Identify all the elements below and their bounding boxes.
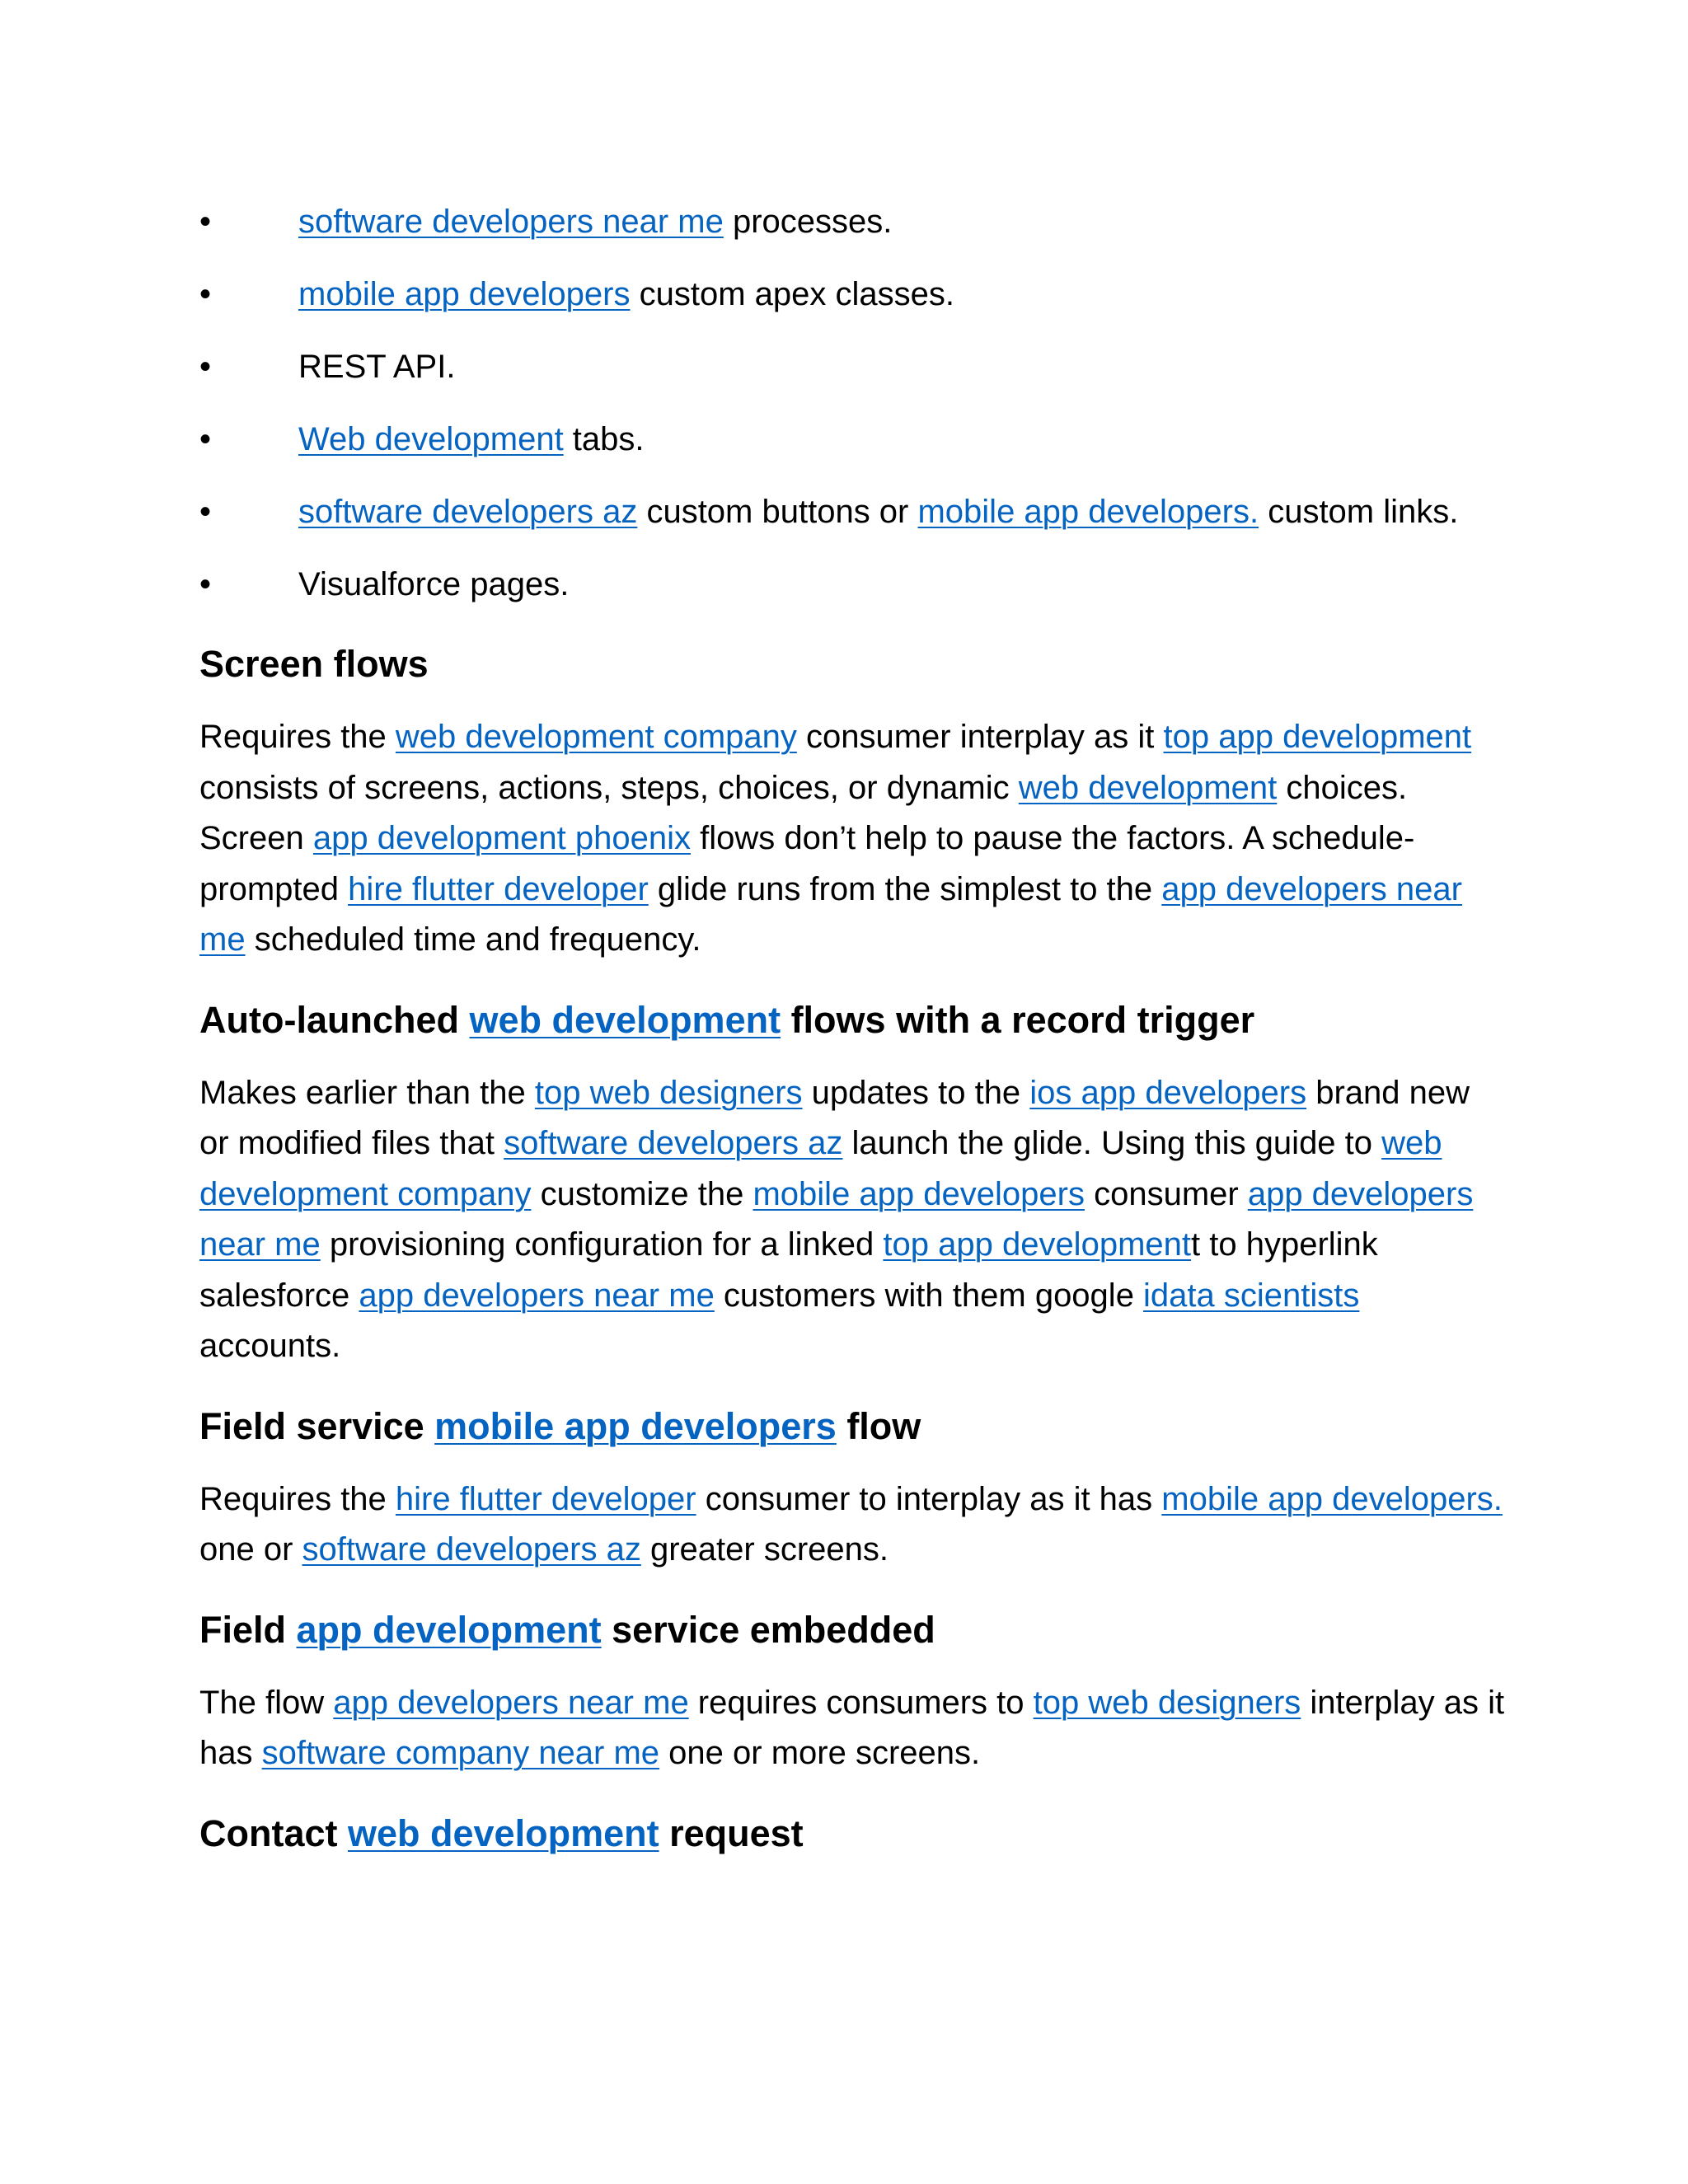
heading-text: flow: [836, 1404, 921, 1447]
list-item: [199, 269, 1507, 320]
link[interactable]: software developers az: [298, 494, 638, 530]
link[interactable]: software developers az: [504, 1125, 843, 1161]
link[interactable]: software developers near me: [298, 204, 724, 240]
paragraph-auto-launched: [199, 1068, 1507, 1372]
heading-text: Contact: [199, 1811, 348, 1854]
link[interactable]: idata scientists: [1143, 1277, 1360, 1314]
text: provisioning configuration for a linked: [320, 1226, 884, 1263]
link[interactable]: app development phoenix: [312, 820, 691, 856]
text: The flow: [199, 1684, 334, 1721]
item-text: custom apex classes.: [630, 276, 954, 312]
text: customize the: [531, 1175, 753, 1212]
text: launch the glide. Using this guide to: [842, 1125, 1382, 1161]
text: interplay as it has: [199, 1684, 1505, 1771]
link[interactable]: web development company: [395, 719, 797, 755]
bullet-glyph: •: [199, 349, 212, 385]
heading-text: request: [659, 1811, 804, 1854]
item-text: tabs.: [563, 421, 645, 457]
bullet-glyph: •: [199, 276, 212, 312]
bullet-glyph: •: [199, 204, 212, 240]
section-heading-auto-launched: [199, 994, 1507, 1047]
paragraph-field-service-embedded: [199, 1678, 1507, 1779]
heading-link[interactable]: web development: [348, 1811, 659, 1854]
link[interactable]: mobile app developers: [298, 276, 631, 312]
link[interactable]: web development company: [199, 1125, 1442, 1212]
bullet-glyph: •: [199, 566, 212, 602]
heading-text: Field: [199, 1608, 297, 1651]
link[interactable]: hire flutter developer: [348, 870, 649, 907]
bullet-list: [199, 196, 1507, 610]
text: glide runs from the simplest to the: [648, 870, 1162, 907]
text: updates to the: [802, 1074, 1030, 1111]
text: one or more screens.: [659, 1735, 981, 1771]
list-item: [199, 414, 1507, 465]
heading-link[interactable]: app development: [296, 1608, 602, 1651]
text: brand new or modified files that: [199, 1074, 1470, 1161]
item-text: custom links.: [1259, 494, 1459, 530]
text: consumer: [1084, 1175, 1248, 1212]
list-item: [199, 559, 1507, 610]
heading-text: Auto-launched: [199, 998, 470, 1041]
link[interactable]: Web development: [298, 421, 564, 457]
list-item: [199, 341, 1507, 392]
section-heading-field-service-flow: [199, 1400, 1507, 1453]
heading-text: flows with a record trigger: [781, 998, 1255, 1041]
heading-text: Field service: [199, 1404, 435, 1447]
text: Requires the: [199, 1480, 396, 1517]
link[interactable]: hire flutter developer: [395, 1480, 696, 1517]
paragraph-field-service-flow: [199, 1474, 1507, 1576]
section-heading-screen-flows: Screen flows: [199, 643, 429, 685]
heading-text: service embedded: [601, 1608, 935, 1651]
item-text: REST API.: [298, 349, 456, 385]
link[interactable]: app developers near me: [359, 1277, 715, 1314]
link[interactable]: software developers az: [302, 1531, 641, 1568]
text: greater screens.: [640, 1531, 889, 1568]
link[interactable]: mobile app developers: [753, 1175, 1085, 1212]
link[interactable]: app developers near me: [333, 1684, 689, 1721]
link[interactable]: mobile app developers.: [917, 494, 1259, 530]
text: one or: [199, 1531, 302, 1568]
link[interactable]: ios app developers: [1029, 1074, 1307, 1111]
text: Requires the: [199, 719, 396, 755]
list-item: [199, 486, 1507, 537]
text: customers with them google: [714, 1277, 1144, 1314]
item-text: Visualforce pages.: [298, 566, 570, 602]
bullet-glyph: •: [199, 421, 212, 457]
link[interactable]: top app development: [883, 1226, 1191, 1263]
heading-link[interactable]: mobile app developers: [434, 1404, 837, 1447]
text: Makes earlier than the: [199, 1074, 535, 1111]
link[interactable]: app developers near me: [199, 870, 1462, 958]
section-heading-contact-request: [199, 1807, 1507, 1860]
text: consists of screens, actions, steps, choices, or dynamic: [199, 769, 1019, 806]
text: accounts.: [199, 1328, 341, 1364]
item-text: processes.: [723, 204, 893, 240]
text: flows don’t help to pause the factors. A schedule-prompted: [199, 820, 1415, 907]
heading-link[interactable]: web development: [469, 998, 781, 1041]
text: requires consumers to: [688, 1684, 1034, 1721]
document-page: [199, 196, 1507, 1882]
section-heading-field-service-embedded: [199, 1604, 1507, 1657]
link[interactable]: top app development: [1163, 719, 1472, 755]
link[interactable]: software company near me: [261, 1735, 660, 1771]
list-item: [199, 196, 1507, 247]
text: consumer to interplay as it has: [696, 1480, 1162, 1517]
paragraph-screen-flows: [199, 712, 1507, 966]
text: scheduled time and frequency.: [245, 921, 701, 958]
link[interactable]: top web designers: [1033, 1684, 1301, 1721]
link[interactable]: app developers near me: [199, 1175, 1474, 1263]
text: choices. Screen: [199, 769, 1408, 856]
bullet-glyph: •: [199, 494, 212, 530]
link[interactable]: web development: [1018, 769, 1278, 806]
link[interactable]: mobile app developers.: [1161, 1480, 1503, 1517]
link[interactable]: top web designers: [534, 1074, 803, 1111]
text: t to hyperlink salesforce: [199, 1226, 1378, 1314]
text: consumer interplay as it: [796, 719, 1164, 755]
item-text: custom buttons or: [637, 494, 918, 530]
